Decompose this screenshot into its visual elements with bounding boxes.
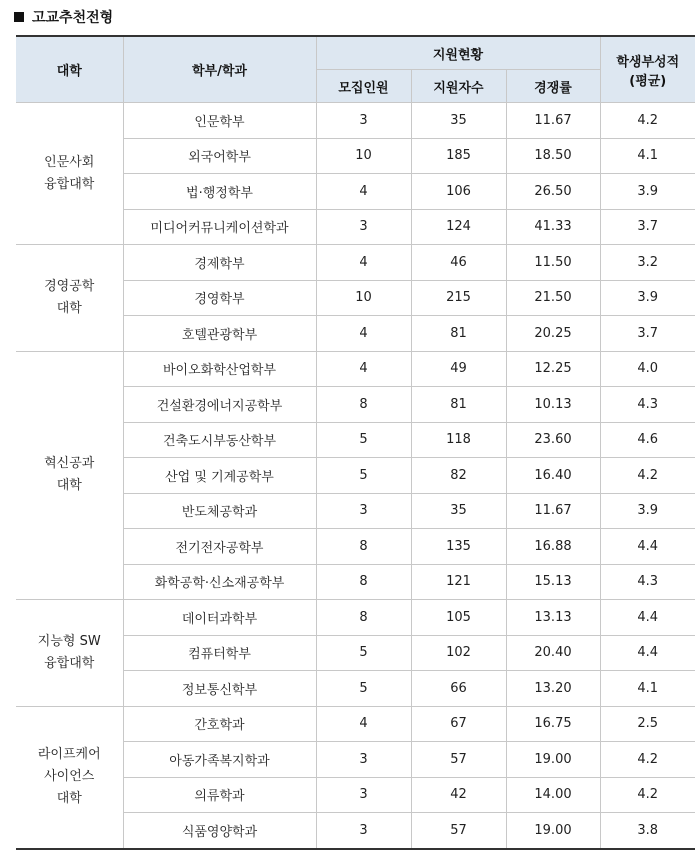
gpa-cell: 2.5	[600, 706, 695, 742]
recruit-cell: 3	[316, 777, 411, 813]
table-row	[16, 600, 695, 636]
gpa-cell: 4.3	[600, 387, 695, 423]
recruit-cell: 5	[316, 635, 411, 671]
applicants-cell: 121	[411, 564, 506, 600]
section-title	[14, 4, 113, 30]
header-applicants: 지원자수	[411, 70, 506, 103]
recruit-cell: 5	[316, 422, 411, 458]
applicants-cell: 42	[411, 777, 506, 813]
college-cell	[16, 600, 123, 707]
gpa-cell: 3.8	[600, 813, 695, 849]
dept-cell: 법·행정학부	[123, 174, 316, 210]
dept-cell: 의류학과	[123, 777, 316, 813]
college-name-line: 경영공학	[44, 278, 95, 294]
college-name-line: 혁신공과	[44, 456, 95, 472]
header-gpa	[600, 36, 695, 103]
recruit-cell: 4	[316, 316, 411, 352]
recruit-cell: 4	[316, 706, 411, 742]
ratio-cell: 18.50	[506, 138, 600, 174]
applicants-cell: 82	[411, 458, 506, 494]
ratio-cell: 19.00	[506, 813, 600, 849]
applicants-cell: 102	[411, 635, 506, 671]
recruit-cell: 5	[316, 671, 411, 707]
recruit-cell: 8	[316, 387, 411, 423]
recruit-cell: 3	[316, 209, 411, 245]
gpa-cell: 4.2	[600, 103, 695, 139]
ratio-cell: 11.67	[506, 493, 600, 529]
recruit-cell: 4	[316, 351, 411, 387]
recruit-cell: 8	[316, 564, 411, 600]
recruit-cell: 3	[316, 742, 411, 778]
gpa-cell: 3.9	[600, 174, 695, 210]
gpa-cell: 4.2	[600, 777, 695, 813]
gpa-cell: 4.1	[600, 138, 695, 174]
applicants-cell: 81	[411, 387, 506, 423]
ratio-cell: 20.25	[506, 316, 600, 352]
college-name-line: 대학	[56, 300, 82, 316]
recruit-cell: 8	[316, 529, 411, 565]
college-cell	[16, 351, 123, 600]
recruit-cell: 8	[316, 600, 411, 636]
table-row	[16, 351, 695, 387]
college-cell	[16, 706, 123, 849]
gpa-cell: 4.2	[600, 458, 695, 494]
dept-cell: 경제학부	[123, 245, 316, 281]
applicants-cell: 118	[411, 422, 506, 458]
recruit-cell: 3	[316, 103, 411, 139]
dept-cell: 인문학부	[123, 103, 316, 139]
ratio-cell: 19.00	[506, 742, 600, 778]
gpa-cell: 4.1	[600, 671, 695, 707]
recruit-cell: 10	[316, 280, 411, 316]
ratio-cell: 20.40	[506, 635, 600, 671]
college-cell	[16, 103, 123, 245]
dept-cell: 화학공학·신소재공학부	[123, 564, 316, 600]
ratio-cell: 16.40	[506, 458, 600, 494]
college-cell	[16, 245, 123, 352]
table-header	[16, 36, 695, 103]
college-name-line: 대학	[56, 791, 82, 806]
applicants-cell: 57	[411, 742, 506, 778]
applicants-cell: 105	[411, 600, 506, 636]
dept-cell: 아동가족복지학과	[123, 742, 316, 778]
gpa-cell: 4.4	[600, 529, 695, 565]
ratio-cell: 23.60	[506, 422, 600, 458]
ratio-cell: 16.88	[506, 529, 600, 565]
applicants-cell: 215	[411, 280, 506, 316]
recruit-cell: 3	[316, 493, 411, 529]
header-recruit: 모집인원	[316, 70, 411, 103]
dept-cell: 데이터과학부	[123, 600, 316, 636]
dept-cell: 간호학과	[123, 706, 316, 742]
ratio-cell: 11.50	[506, 245, 600, 281]
table-body	[16, 103, 695, 849]
dept-cell: 건설환경에너지공학부	[123, 387, 316, 423]
gpa-cell: 3.9	[600, 280, 695, 316]
gpa-cell: 3.7	[600, 316, 695, 352]
gpa-cell: 3.9	[600, 493, 695, 529]
applicants-cell: 35	[411, 103, 506, 139]
recruit-cell: 4	[316, 174, 411, 210]
header-college: 대학	[16, 36, 123, 103]
recruit-cell: 3	[316, 813, 411, 849]
header-gpa-line1: 학생부성적	[616, 54, 680, 70]
dept-cell: 정보통신학부	[123, 671, 316, 707]
dept-cell: 전기전자공학부	[123, 529, 316, 565]
college-name-line: 라이프케어	[37, 747, 101, 762]
table-row	[16, 103, 695, 139]
gpa-cell: 4.4	[600, 635, 695, 671]
college-name-line: 융합대학	[44, 176, 95, 192]
gpa-cell: 3.7	[600, 209, 695, 245]
applicants-cell: 67	[411, 706, 506, 742]
college-name-line: 사이언스	[44, 769, 95, 784]
ratio-cell: 16.75	[506, 706, 600, 742]
admission-table	[16, 35, 695, 850]
gpa-cell: 4.3	[600, 564, 695, 600]
ratio-cell: 13.20	[506, 671, 600, 707]
dept-cell: 건축도시부동산학부	[123, 422, 316, 458]
gpa-cell: 3.2	[600, 245, 695, 281]
header-dept: 학부/학과	[123, 36, 316, 103]
header-ratio: 경쟁률	[506, 70, 600, 103]
recruit-cell: 4	[316, 245, 411, 281]
ratio-cell: 41.33	[506, 209, 600, 245]
ratio-cell: 13.13	[506, 600, 600, 636]
table-row	[16, 245, 695, 281]
gpa-cell: 4.2	[600, 742, 695, 778]
ratio-cell: 11.67	[506, 103, 600, 139]
applicants-cell: 106	[411, 174, 506, 210]
ratio-cell: 10.13	[506, 387, 600, 423]
header-gpa-line2: (평균)	[629, 73, 667, 89]
dept-cell: 산업 및 기계공학부	[123, 458, 316, 494]
college-name-line: 지능형 SW	[37, 633, 101, 649]
gpa-cell: 4.6	[600, 422, 695, 458]
header-status: 지원현황	[316, 36, 600, 70]
table-row	[16, 706, 695, 742]
dept-cell: 호텔관광학부	[123, 316, 316, 352]
ratio-cell: 12.25	[506, 351, 600, 387]
applicants-cell: 135	[411, 529, 506, 565]
ratio-cell: 14.00	[506, 777, 600, 813]
ratio-cell: 21.50	[506, 280, 600, 316]
college-name-line: 대학	[56, 478, 82, 494]
ratio-cell: 26.50	[506, 174, 600, 210]
dept-cell: 외국어학부	[123, 138, 316, 174]
applicants-cell: 66	[411, 671, 506, 707]
square-bullet-icon	[14, 12, 24, 22]
applicants-cell: 35	[411, 493, 506, 529]
applicants-cell: 57	[411, 813, 506, 849]
ratio-cell: 15.13	[506, 564, 600, 600]
dept-cell: 경영학부	[123, 280, 316, 316]
recruit-cell: 5	[316, 458, 411, 494]
gpa-cell: 4.0	[600, 351, 695, 387]
recruit-cell: 10	[316, 138, 411, 174]
dept-cell: 식품영양학과	[123, 813, 316, 849]
dept-cell: 컴퓨터학부	[123, 635, 316, 671]
gpa-cell: 4.4	[600, 600, 695, 636]
dept-cell: 바이오화학산업학부	[123, 351, 316, 387]
dept-cell: 반도체공학과	[123, 493, 316, 529]
college-name-line: 융합대학	[44, 655, 95, 671]
dept-cell: 미디어커뮤니케이션학과	[123, 209, 316, 245]
applicants-cell: 46	[411, 245, 506, 281]
applicants-cell: 185	[411, 138, 506, 174]
applicants-cell: 124	[411, 209, 506, 245]
applicants-cell: 49	[411, 351, 506, 387]
college-name-line: 인문사회	[44, 154, 95, 170]
applicants-cell: 81	[411, 316, 506, 352]
section-title-text: 고교추천전형	[32, 10, 114, 26]
